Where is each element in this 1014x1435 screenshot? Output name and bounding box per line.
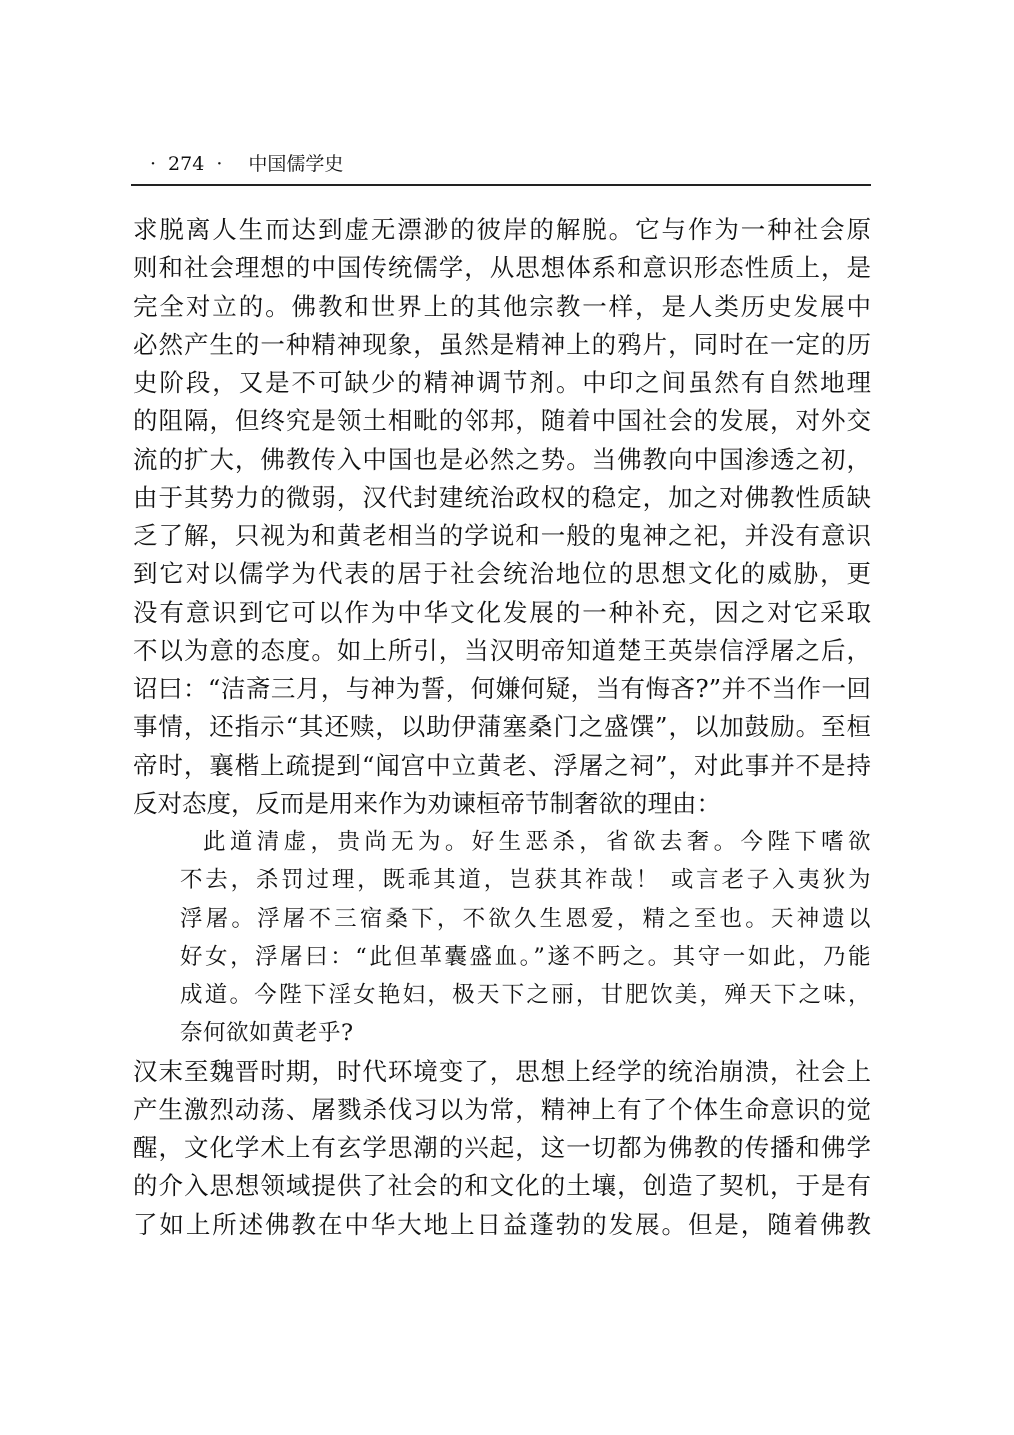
- text-line: 产生激烈动荡、屠戮杀伐习以为常，精神上有了个体生命意识的觉: [133, 1094, 871, 1124]
- text-line: 醒，文化学术上有玄学思潮的兴起，这一切都为佛教的传播和佛学: [133, 1133, 871, 1162]
- quote-line: 此道清虚，贵尚无为。好生恶杀，省欲去奢。今陛下嗜欲: [203, 829, 871, 855]
- running-header: [150, 148, 870, 180]
- text-line: 则和社会理想的中国传统儒学，从思想体系和意识形态性质上，是: [133, 253, 871, 283]
- text-line: 求脱离人生而达到虚无漂渺的彼岸的解脱。它与作为一种社会原: [133, 215, 871, 244]
- text-line: 的介入思想领域提供了社会的和文化的土壤，创造了契机，于是有: [133, 1171, 871, 1201]
- text-line: 完全对立的。佛教和世界上的其他宗教一样，是人类历史发展中: [133, 291, 871, 321]
- book-title: 中国儒学史: [248, 153, 344, 175]
- text-line: 事情，还指示“其还赎，以助伊蒲塞桑门之盛馔”，以加鼓励。至桓: [133, 712, 871, 742]
- quote-line: 好女，浮屠曰：“此但革囊盛血。”遂不眄之。其守一如此，乃能: [180, 943, 871, 970]
- text-line: 乏了解，只视为和黄老相当的学说和一般的鬼神之祀，并没有意识: [133, 521, 871, 550]
- header-rule: [131, 184, 871, 186]
- quote-line: 奈何欲如黄老乎?: [180, 1020, 354, 1047]
- page-number: 274: [168, 153, 205, 175]
- text-line: 必然产生的一种精神现象，虽然是精神上的鸦片，同时在一定的历: [133, 329, 871, 359]
- text-line: 由于其势力的微弱，汉代封建统治政权的稳定，加之对佛教性质缺: [133, 482, 871, 512]
- quote-line: 不去，杀罚过理，既乖其道，岂获其祚哉！ 或言老子入夷狄为: [180, 867, 871, 894]
- page-body: [133, 211, 871, 1244]
- quote-line: 浮屠。浮屠不三宿桑下，不欲久生恩爱，精之至也。天神遗以: [180, 905, 871, 932]
- text-line: 史阶段，又是不可缺少的精神调节剂。中印之间虽然有自然地理: [133, 368, 871, 397]
- text-line: 了如上所述佛教在中华大地上日益蓬勃的发展。但是，随着佛教: [133, 1209, 871, 1239]
- text-line: 诏曰：“洁斋三月，与神为誓，何嫌何疑，当有悔吝?”并不当作一回: [133, 674, 871, 703]
- text-line: 流的扩大，佛教传入中国也是必然之势。当佛教向中国渗透之初，: [133, 444, 871, 474]
- text-line: 不以为意的态度。如上所引，当汉明帝知道楚王英崇信浮屠之后，: [133, 635, 871, 665]
- text-line: 到它对以儒学为代表的居于社会统治地位的思想文化的威胁，更: [133, 559, 871, 589]
- text-line: 反对态度，反而是用来作为劝谏桓帝节制奢欲的理由：: [133, 788, 721, 818]
- quote-line: 成道。今陛下淫女艳妇，极天下之丽，甘肥饮美，殚天下之味，: [180, 982, 871, 1008]
- text-line: 汉末至魏晋时期，时代环境变了，思想上经学的统治崩溃，社会上: [133, 1056, 871, 1086]
- text-line: 的阻隔，但终究是领土相毗的邻邦，随着中国社会的发展，对外交: [133, 406, 871, 436]
- paragraph-2: [133, 1053, 871, 1244]
- text-line: 帝时，襄楷上疏提到“闻宫中立黄老、浮屠之祠”，对此事并不是持: [133, 750, 871, 780]
- header-dot-left: ·: [150, 153, 157, 175]
- block-quote: [133, 823, 871, 1053]
- text-line: 没有意识到它可以作为中华文化发展的一种补充，因之对它采取: [133, 597, 871, 627]
- header-dot-right: ·: [216, 153, 223, 175]
- paragraph-1: [133, 211, 871, 823]
